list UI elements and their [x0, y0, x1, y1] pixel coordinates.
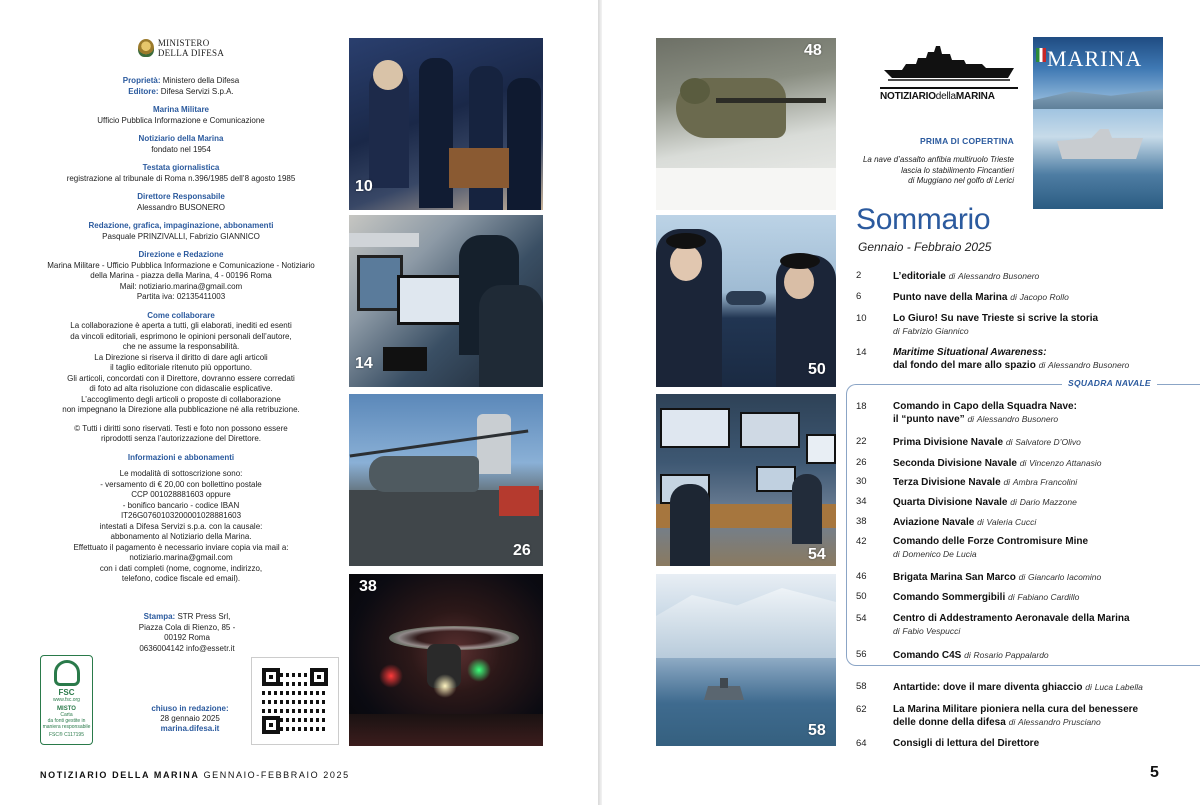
ownership-block: [40, 76, 322, 97]
toc-page: 30: [856, 476, 867, 487]
toc-author: Giancarlo Iacomino: [1028, 572, 1102, 582]
info-heading: Informazioni e abbonamenti: [127, 452, 235, 462]
toc-author: Salvatore D’Olivo: [1015, 437, 1081, 447]
photo-night-helicopter[interactable]: [349, 574, 543, 746]
photo-page-number: 50: [808, 361, 826, 378]
toc-author: Vincenzo Attanasio: [1029, 458, 1102, 468]
toc-title: Comando delle Forze Contromisure Mine: [893, 536, 1089, 547]
direttore-block: [40, 192, 322, 213]
issue-date: Gennaio - Febbraio 2025: [858, 240, 992, 254]
page-title: Sommario: [856, 203, 991, 236]
marina-text: Ufficio Pubblica Informazione e Comunicazione: [97, 115, 265, 125]
proprieta-label: Proprietà:: [122, 76, 161, 85]
cover-title: MARINA: [1047, 46, 1143, 71]
fsc-site: www.fsc.org: [53, 697, 80, 703]
photo-page-number: 58: [808, 722, 826, 739]
qr-finder: [310, 668, 328, 686]
qr-code[interactable]: [251, 657, 339, 745]
toc-by: di: [893, 549, 900, 559]
toc-author: Alessandro Busonero: [957, 271, 1040, 281]
toc-title: L’editoriale: [893, 271, 946, 282]
photo-officers-ceremony[interactable]: [349, 38, 543, 210]
direzione-text: Marina Militare - Ufficio Pubblica Informazione e Comunicazione - Notiziario della Marina - piazza della Marina, 4 - 00196 Roma Mail: notiziario.marina@gmail.com Partita iva: 02135411003: [47, 260, 315, 301]
toc-by: di: [1010, 497, 1017, 507]
toc-by: di: [893, 626, 900, 636]
toc-by: di: [1008, 717, 1016, 727]
toc-author: Ambra Francolini: [1012, 477, 1078, 487]
toc-title: Aviazione Navale: [893, 517, 975, 528]
photo-soldier-snow[interactable]: [656, 38, 836, 210]
toc-page: 42: [856, 536, 867, 547]
footer-title: NOTIZIARIO DELLA MARINA: [40, 770, 200, 780]
toc-title: Lo Giuro! Su nave Trieste si scrive la storia: [893, 313, 1099, 324]
toc-by: di: [948, 271, 956, 281]
toc-page: 56: [856, 649, 867, 660]
ministry-header: [40, 38, 322, 58]
toc-page: 18: [856, 401, 867, 412]
colophon: [40, 38, 322, 593]
toc-title: Brigata Marina San Marco: [893, 572, 1016, 583]
photo-page-number: 38: [359, 578, 377, 595]
qr-finder: [262, 716, 280, 734]
marina-heading: Marina Militare: [152, 105, 209, 114]
logo-della: della: [935, 91, 956, 102]
toc-by: di: [1038, 360, 1046, 370]
logo-marina: MARINA: [955, 91, 995, 102]
fsc-code: FSC® C117195: [49, 732, 84, 738]
toc-title: Maritime Situational Awareness:: [893, 347, 1047, 358]
toc-by: di: [1018, 572, 1026, 582]
toc-author: Dario Mazzone: [1019, 497, 1077, 507]
collaborare-heading: Come collaborare: [147, 310, 215, 320]
toc-title: Punto nave della Marina: [893, 292, 1008, 303]
toc-author: Alessandro Busonero: [976, 414, 1059, 424]
toc-by: di: [1003, 477, 1011, 487]
toc-title-line2: delle donne della difesa: [893, 717, 1006, 728]
redazione-text: Pasquale PRINZIVALLI, Fabrizio GIANNICO: [102, 231, 260, 241]
logo-notiziario: NOTIZIARIO: [880, 91, 936, 102]
notiziario-heading: Notiziario della Marina: [138, 134, 224, 143]
photo-helicopter-deck[interactable]: [349, 394, 543, 566]
toc-by: di: [964, 650, 971, 660]
toc-title: Terza Divisione Navale: [893, 477, 1001, 488]
editore-value: Difesa Servizi S.p.A.: [160, 86, 234, 96]
toc-page: 38: [856, 516, 867, 527]
toc-page: 62: [856, 704, 867, 715]
toc-author: Luca Labella: [1094, 682, 1143, 692]
toc-author: Rosario Pappalardo: [973, 650, 1049, 660]
photo-antarctic-ship[interactable]: [656, 574, 836, 746]
stampa-block: [112, 612, 262, 654]
toc-author: Fabio Vespucci: [902, 626, 961, 636]
toc-title-line2: dal fondo del mare allo spazio: [893, 360, 1036, 371]
toc-by: di: [967, 414, 975, 424]
fsc-tree-icon: [54, 660, 80, 686]
toc-by: di: [1005, 437, 1013, 447]
footer-issue: GENNAIO-FEBBRAIO 2025: [203, 770, 350, 780]
toc-author: Jacopo Rollo: [1019, 292, 1069, 302]
stampa-text: STR Press Srl, Piazza Cola di Rienzo, 85 - 00192 Roma 0636004142 info@essetr.it: [138, 612, 236, 653]
closed-date: 28 gennaio 2025: [160, 714, 220, 723]
toc-by: di: [977, 517, 984, 527]
fsc-mix: MISTO: [57, 706, 76, 712]
toc-page: 46: [856, 571, 867, 582]
toc-title: Comando C4S: [893, 650, 962, 661]
stampa-label: Stampa:: [143, 612, 176, 621]
toc-title: Consigli di lettura del Direttore: [893, 738, 1040, 749]
toc-title: Comando Sommergibili: [893, 592, 1006, 603]
editore-label: Editore:: [128, 86, 159, 96]
redazione-block: [40, 221, 322, 242]
photo-control-room[interactable]: [656, 394, 836, 566]
fsc-desc: Carta da fonti gestite in maniera responsabile: [42, 712, 91, 730]
section-label: SQUADRA NAVALE: [1062, 378, 1157, 388]
toc-page: 54: [856, 613, 867, 624]
magazine-cover[interactable]: [1033, 37, 1163, 209]
toc-title: Seconda Divisione Navale: [893, 458, 1017, 469]
direzione-heading: Direzione e Redazione: [138, 250, 224, 259]
marina-block: [40, 105, 322, 126]
toc-author: Alessandro Busonero: [1048, 360, 1130, 370]
photo-page-number: 54: [808, 546, 826, 563]
toc-title: Antartide: dove il mare diventa ghiaccio: [893, 682, 1083, 693]
cover-caption-text: La nave d’assalto anfibia multiruolo Trieste lascia lo stabilimento Fincantieri di Muggiano nel golfo di Lerici: [862, 155, 1014, 185]
toc-page: 6: [856, 291, 862, 302]
cover-caption-heading: PRIMA DI COPERTINA: [920, 136, 1014, 146]
ship-silhouette-icon: [882, 44, 1016, 82]
fsc-logo: [40, 655, 93, 745]
notiziario-text: fondato nel 1954: [151, 144, 211, 154]
rights-text: © Tutti i diritti sono riservati. Testi e foto non possono essere riprodotti senza l’autorizzazione del Direttore.: [74, 423, 288, 443]
toc-page: 34: [856, 496, 867, 507]
notiziario-block: [40, 134, 322, 155]
toc-author: Fabrizio Giannico: [902, 326, 969, 336]
direttore-heading: Direttore Responsabile: [137, 192, 225, 201]
toc-by: di: [1085, 682, 1092, 692]
info-text: Le modalità di sottoscrizione sono: - versamento di € 20,00 con bollettino postale CCP 001028881603 oppure - bonifico bancario - codice IBAN IT26G0760103200001028881603 intestati a Difesa Servizi s.p.a. con la causale: abbonamento al Notiziario della Marina. Effettuato il pagamento è necessario inviare copia via mail a: notiziario.marina@gmail.com con i dati completi (nome, cognome, indirizzo, telefono, codice fiscale ed email).: [73, 469, 289, 583]
photo-page-number: 10: [355, 178, 373, 195]
toc-by: di: [1008, 592, 1015, 602]
info-block: [40, 453, 322, 585]
toc-page: 58: [856, 681, 867, 692]
italian-emblem-icon: [138, 39, 154, 57]
toc-title: La Marina Militare pioniera nella cura del benessere: [893, 704, 1139, 715]
fsc-brand: FSC: [58, 688, 75, 697]
redazione-heading: Redazione, grafica, impaginazione, abbonamenti: [88, 221, 274, 230]
ministry-name: MINISTERO DELLA DIFESA: [157, 38, 225, 58]
toc-page: 50: [856, 591, 867, 602]
notiziario-logo: [880, 40, 1018, 105]
toc-title-line2: il “punto nave”: [893, 414, 965, 425]
toc-author: Alessandro Prusciano: [1018, 717, 1101, 727]
toc-title: Prima Divisione Navale: [893, 437, 1004, 448]
closed-block: [140, 704, 240, 734]
collaborare-block: [40, 311, 322, 416]
collaborare-text: La collaborazione è aperta a tutti, gli elaborati, inediti ed esenti da vincoli editoriali, esprimono le opinioni personali dell’autore, che ne assume la responsabilità. La Direzione si riserva il diritto di dare agli articoli il taglio editoriale ritenuto più opportuno. Gli articoli, concordati con il Direttore, dovranno essere corredati di foto ad alta risoluzione con didascalie esplicative. L’accoglimento degli articoli o proposte di collaborazione non impegnano la Direzione alla pubblicazione né alla retribuzione.: [62, 321, 300, 414]
toc-by: di: [893, 326, 900, 336]
toc-page: 14: [856, 347, 867, 358]
footer-left: [40, 770, 350, 780]
rights-block: [40, 424, 322, 445]
toc-title: Centro di Addestramento Aeronavale della Marina: [893, 613, 1130, 624]
testata-block: [40, 163, 322, 184]
direzione-block: [40, 250, 322, 303]
site-link[interactable]: marina.difesa.it: [160, 724, 220, 733]
toc-author: Fabiano Cardillo: [1017, 592, 1080, 602]
photo-page-number: 48: [804, 42, 822, 59]
testata-heading: Testata giornalistica: [142, 163, 220, 172]
photo-page-number: 14: [355, 355, 373, 372]
proprieta-value: Ministero della Difesa: [162, 76, 240, 85]
closed-heading: chiuso in redazione:: [151, 704, 229, 713]
toc-page: 22: [856, 436, 867, 447]
photo-sailors-submarine[interactable]: [656, 215, 836, 387]
toc-page: 2: [856, 270, 862, 281]
toc-title: Comando in Capo della Squadra Nave:: [893, 401, 1077, 412]
toc-author: Valeria Cucci: [986, 517, 1037, 527]
toc-by: di: [1019, 458, 1027, 468]
toc-page: 26: [856, 457, 867, 468]
italian-flag-icon: [1036, 48, 1046, 62]
logo-wordmark: [880, 87, 1018, 102]
qr-finder: [262, 668, 280, 686]
page-number: 5: [1150, 764, 1159, 781]
toc-page: 64: [856, 738, 867, 749]
photo-page-number: 26: [513, 542, 531, 559]
toc-page: 10: [856, 313, 867, 324]
toc-by: di: [1010, 292, 1017, 302]
photo-operations-room[interactable]: [349, 215, 543, 387]
toc-author: Domenico De Lucia: [902, 549, 977, 559]
direttore-text: Alessandro BUSONERO: [136, 202, 226, 212]
toc-title: Quarta Divisione Navale: [893, 497, 1008, 508]
testata-text: registrazione al tribunale di Roma n.396/1985 dell’8 agosto 1985: [66, 173, 296, 183]
